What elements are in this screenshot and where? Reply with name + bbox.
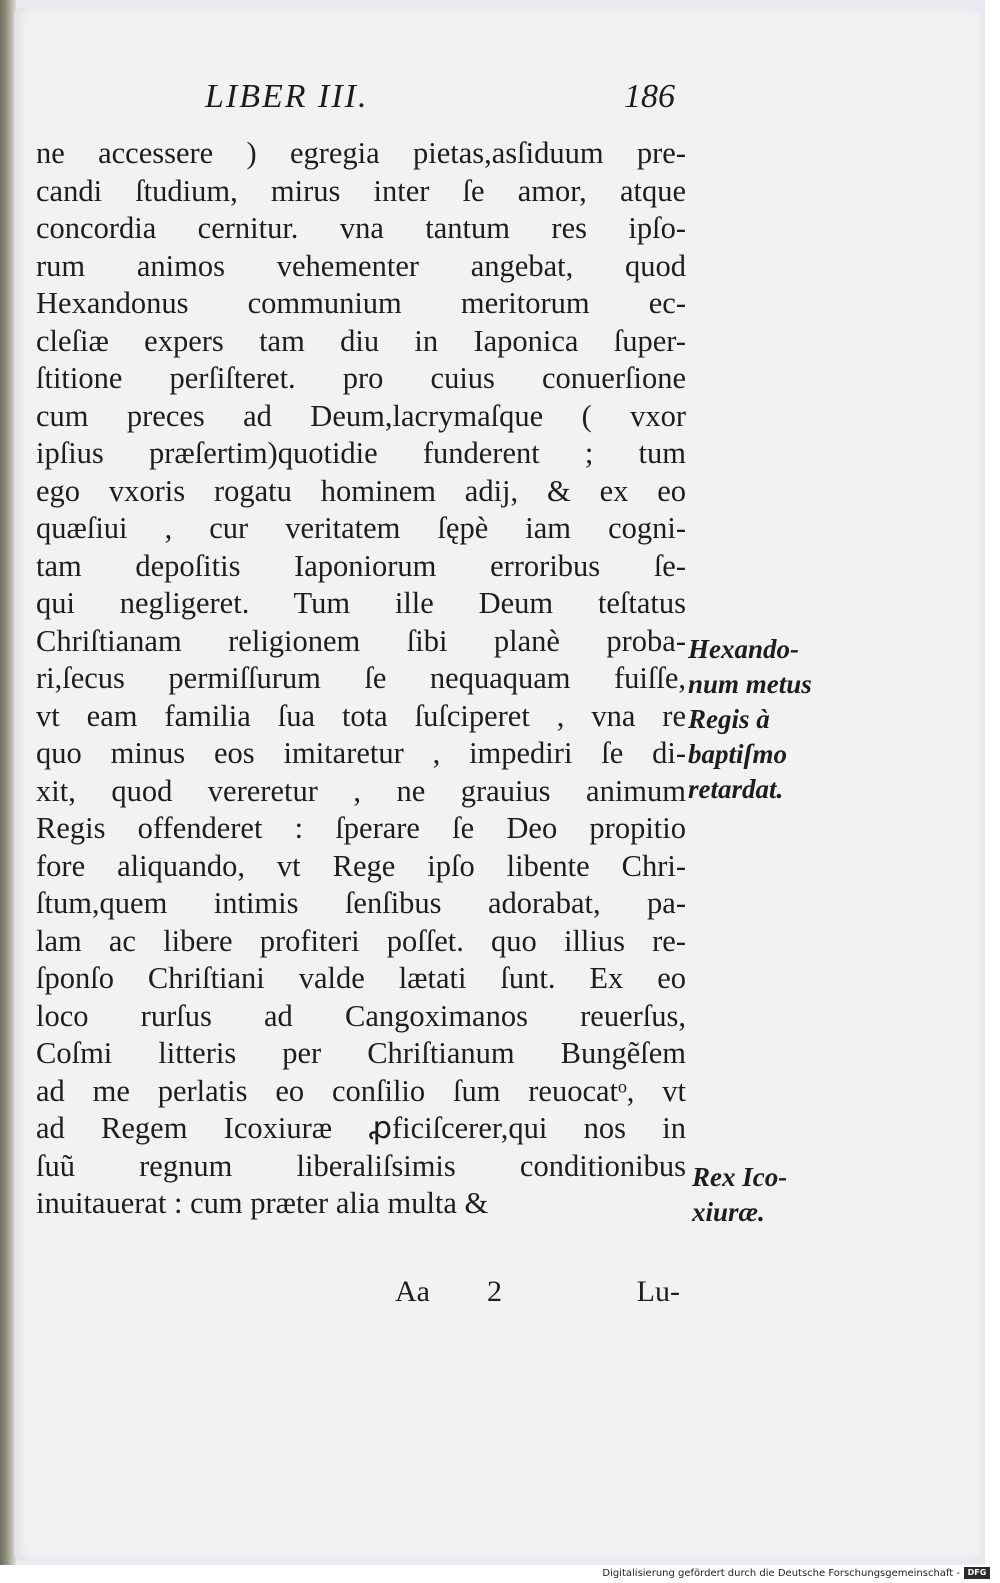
text-line: tam depoſitis Iaponiorum erroribus ſe- <box>36 548 686 583</box>
dfg-logo: DFG <box>964 1567 990 1579</box>
text-line: Coſmi litteris per Chriſtianum Bungẽſem <box>36 1036 686 1070</box>
text-line: ad me perlatis eo conſilio ſum reuocatᵒ, vt <box>36 1073 686 1108</box>
text-line: candi ſtudium, mirus inter ſe amor, atque <box>36 173 686 208</box>
main-text-block <box>36 135 686 1223</box>
catchword: Lu- <box>636 1275 680 1308</box>
marginal-note-hexandonus <box>688 632 812 807</box>
text-line: ſponſo Chriſtiani valde lætati ſunt. Ex eo <box>36 961 686 995</box>
text-line: xit, quod vereretur , ne grauius animum <box>36 773 686 808</box>
text-line: ipſius præſertim)quotidie funderent ; tum <box>36 436 686 470</box>
text-line: qui negligeret. Tum ille Deum teſtatus <box>36 586 686 620</box>
page-footer-signature <box>395 1275 680 1315</box>
marginal-note-line: Rex Ico- <box>692 1162 788 1192</box>
marginal-note-line: num metus <box>688 669 812 699</box>
marginal-note-line: xiuræ. <box>692 1197 765 1227</box>
text-line: Chriſtianam religionem ſibi planè proba- <box>36 623 686 658</box>
text-line: ſtum,quem intimis ſenſibus adorabat, pa- <box>36 886 686 920</box>
text-line: ſuũ regnum liberaliſsimis conditionibus <box>36 1148 686 1183</box>
text-line: inuitauerat : cum præter alia multa & <box>36 1186 489 1220</box>
marginal-note-rex-icoxiurae <box>692 1160 787 1230</box>
text-line: quo minus eos imitaretur , impediri ſe di- <box>36 736 686 770</box>
text-line: Regis offenderet : ſperare ſe Deo propitio <box>36 811 686 845</box>
text-line: fore aliquando, vt Rege ipſo libente Chri- <box>36 848 686 883</box>
text-line: ne accessere ) egregia pietas,asſiduum pre- <box>36 136 686 170</box>
signature-number: 2 <box>487 1275 502 1308</box>
page-number: 186 <box>624 78 675 115</box>
text-line: cum preces ad Deum,lacrymaſque ( vxor <box>36 398 686 433</box>
text-line: concordia cernitur. vna tantum res ipſo- <box>36 211 686 245</box>
page-header <box>205 78 675 122</box>
text-line: ſtitione perſiſteret. pro cuius conuerſione <box>36 361 686 395</box>
text-line: ri,ſecus permiſſurum ſe nequaquam fuiſſe, <box>36 661 686 695</box>
marginal-note-line: Regis à <box>688 704 770 734</box>
signature-mark: Aa <box>395 1275 430 1308</box>
digitization-credit: Digitalisierung gefördert durch die Deutsche Forschungsgemeinschaft - <box>602 1568 960 1579</box>
text-line: rum animos vehementer angebat, quod <box>36 248 686 283</box>
marginal-note-line: baptiſmo <box>688 739 787 769</box>
text-line: ego vxoris rogatu hominem adij, & ex eo <box>36 473 686 508</box>
text-line: cleſiæ expers tam diu in Iaponica ſuper- <box>36 323 686 358</box>
text-line: vt eam familia ſua tota ſuſciperet , vna re <box>36 698 686 733</box>
marginal-note-line: retardat. <box>688 774 784 804</box>
text-line: loco rurſus ad Cangoximanos reuerſus, <box>36 998 686 1033</box>
text-line: ad Regem Icoxiuræ ꝓficiſcerer,qui nos in <box>36 1111 686 1145</box>
text-line: Hexandonus communium meritorum ec- <box>36 286 686 320</box>
running-title: LIBER III. <box>205 78 369 115</box>
text-line: lam ac libere profiteri poſſet. quo illius re- <box>36 923 686 958</box>
marginal-note-line: Hexando- <box>688 634 799 664</box>
text-line: quæſiui , cur veritatem ſępè iam cogni- <box>36 511 686 545</box>
